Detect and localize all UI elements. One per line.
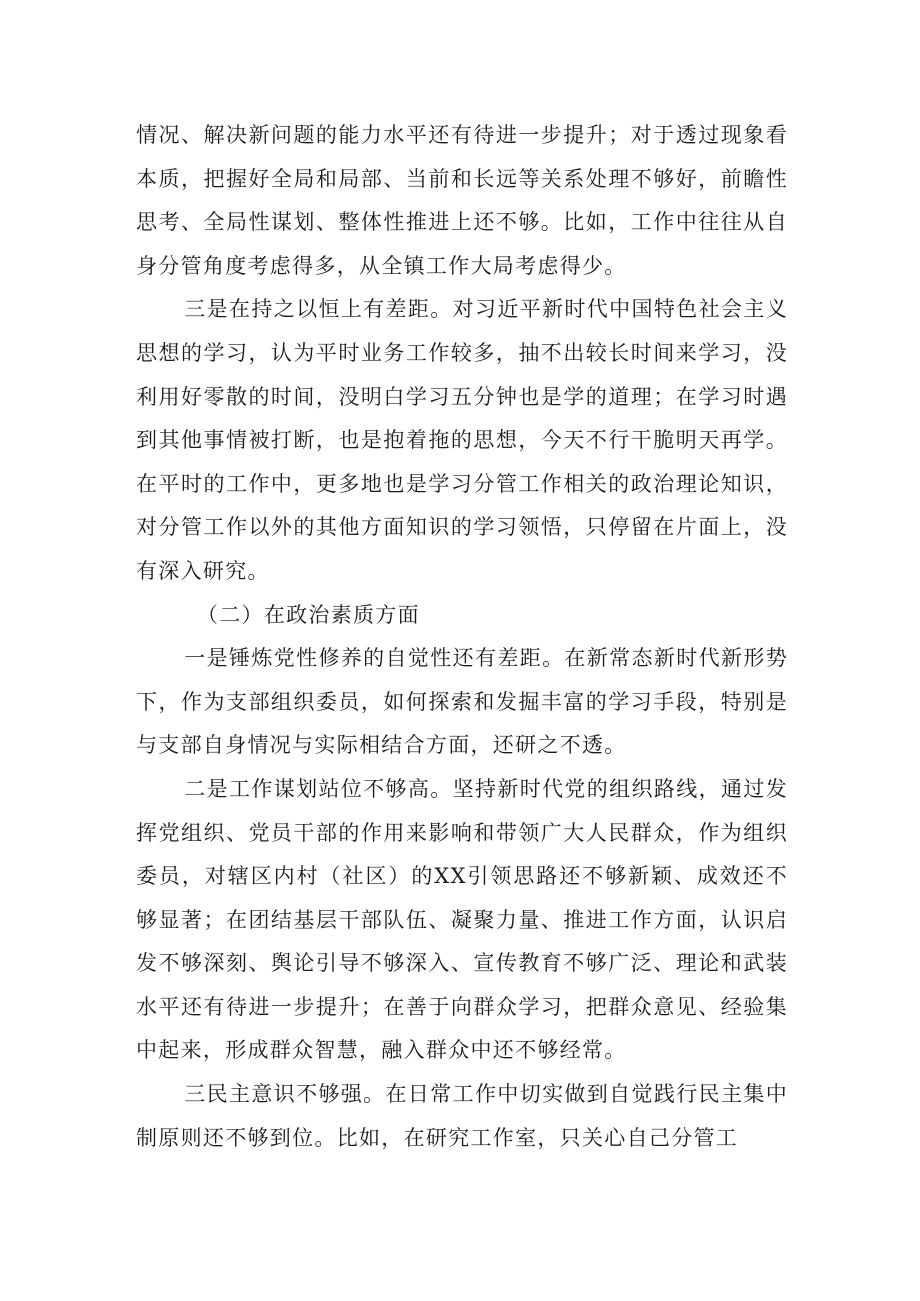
body-paragraph-party-spirit: 一是锤炼党性修养的自觉性还有差距。在新常态新时代新形势下，作为支部组织委员，如何探索和发掘丰富的学习手段，特别是与支部自身情况与实际相结合方面，还研之不透。 bbox=[136, 646, 788, 758]
body-paragraph-persistence: 三是在持之以恒上有差距。对习近平新时代中国特色社会主义思想的学习，认为平时业务工作较多，抽不出较长时间来学习，没利用好零散的时间，没明白学习五分钟也是学的道理；在学习时遇到其他事情被打断，也是抱着拖的思想，今天不行干脆明天再学。在平时的工作中，更多地也是学习分管工作相关的政治理论知识，对分管工作以外的其他方面知识的学习领悟，只停留在片面上，没有深入研究。 bbox=[136, 297, 788, 583]
body-paragraph-democracy: 三民主意识不够强。在日常工作中切实做到自觉践行民主集中制原则还不够到位。比如，在研究工作室，只关心自己分管工 bbox=[136, 1082, 788, 1150]
body-paragraph-planning: 二是工作谋划站位不够高。坚持新时代党的组织路线，通过发挥党组织、党员干部的作用来影响和带领广大人民群众，作为组织委员，对辖区内村（社区）的XX引领思路还不够新颖、成效还不够显著；在团结基层干部队伍、凝聚力量、推进工作方面，认识启发不够深刻、舆论引导不够深入、宣传教育不够广泛、理论和武装水平还有待进一步提升；在善于向群众学习，把群众意见、经验集中起来，形成群众智慧，融入群众中还不够经常。 bbox=[136, 776, 788, 1063]
body-paragraph-continuation: 情况、解决新问题的能力水平还有待进一步提升；对于透过现象看本质，把握好全局和局部、当前和长远等关系处理不够好，前瞻性思考、全局性谋划、整体性推进上还不够。比如，工作中往往从自身分管角度考虑得多，从全镇工作大局考虑得少。 bbox=[136, 123, 788, 278]
section-heading-political-quality: （二）在政治素质方面 bbox=[196, 602, 420, 627]
document-page bbox=[136, 114, 788, 1160]
